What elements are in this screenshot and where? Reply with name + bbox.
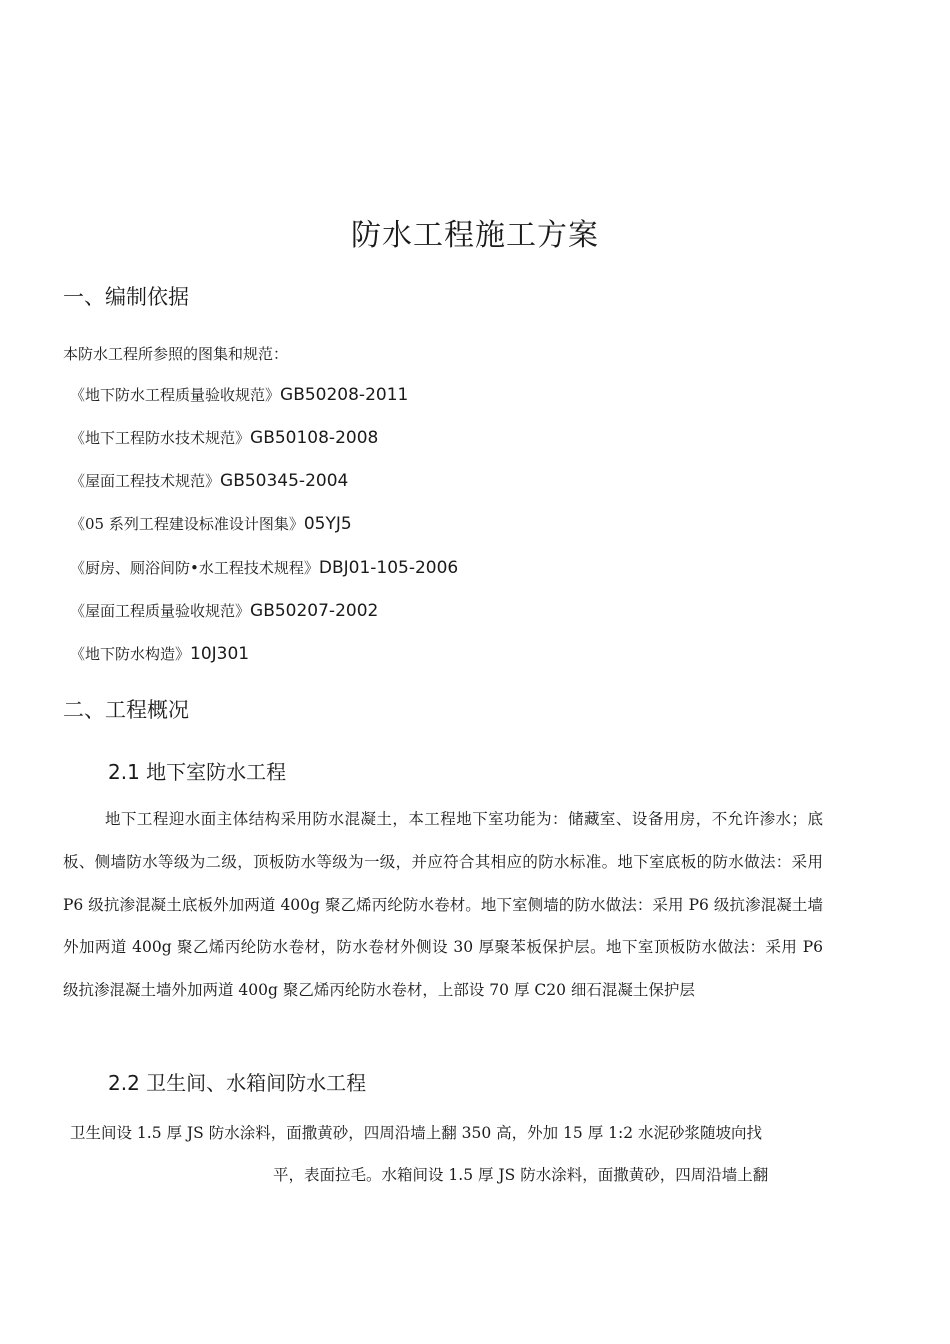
reference-code: 10J301 — [190, 644, 250, 664]
paragraph-text: 地下工程迎水面主体结构采用防水混凝土，本工程地下室功能为：储藏室、设备用房，不允许渗水；底板、侧墙防水等级为二级，顶板防水等级为一级，并应符合其相应的防水标准。地下室底板的防水做法：采用 P6 级抗渗混凝土底板外加两道 400g 聚乙烯丙纶防水卷材。地下室侧墙的防水做法：采用 P6 级抗渗混凝土墙外加两道 400g 聚乙烯丙纶防水卷材，防水卷材外侧设 30 厚聚苯板保护层。地下室顶板防水做法：采用 P6 级抗渗混凝土墙外加两道 400g 聚乙烯丙纶防水卷材，上部设 70 厚 C20 细石混凝土保护层 — [63, 810, 823, 1000]
reference-name: 《05 系列工程建设标准设计图集》 — [70, 515, 304, 533]
reference-code: GB50207-2002 — [250, 601, 379, 621]
reference-code: DBJ01-105-2006 — [318, 558, 459, 578]
reference-item — [70, 597, 378, 625]
section-heading-basis: 一、编制依据 — [63, 285, 189, 309]
document-title: 防水工程施工方案 — [351, 218, 599, 253]
reference-code: GB50208-2011 — [280, 385, 409, 405]
reference-name: 《地下防水工程质量验收规范》 — [70, 386, 281, 404]
section-heading-overview: 二、工程概况 — [63, 698, 189, 722]
subsection-heading-basement: 2.1 地下室防水工程 — [108, 760, 287, 784]
reference-item — [70, 640, 249, 668]
reference-item — [70, 424, 378, 452]
references-intro: 本防水工程所参照的图集和规范： — [63, 345, 289, 363]
reference-item — [70, 510, 352, 538]
reference-name: 《厨房、厕浴间防•水工程技术规程》 — [70, 559, 319, 577]
bathroom-paragraph-line: 卫生间设 1.5 厚 JS 防水涂料，面撒黄砂，四周沿墙上翻 350 高，外加 15 厚 1:2 水泥砂浆随坡向找 — [70, 1124, 763, 1142]
reference-item — [70, 554, 458, 582]
reference-name: 《地下工程防水技术规范》 — [70, 429, 251, 447]
bathroom-paragraph-line: 平，表面拉毛。水箱间设 1.5 厚 JS 防水涂料，面撒黄砂，四周沿墙上翻 — [273, 1166, 769, 1184]
reference-item — [70, 467, 348, 495]
reference-name: 《屋面工程技术规范》 — [70, 472, 221, 490]
subsection-heading-bathroom: 2.2 卫生间、水箱间防水工程 — [108, 1071, 367, 1095]
reference-code: GB50108-2008 — [250, 428, 379, 448]
reference-name: 《屋面工程质量验收规范》 — [70, 602, 251, 620]
reference-name: 《地下防水构造》 — [70, 645, 191, 663]
reference-code: 05YJ5 — [303, 514, 352, 534]
basement-paragraph — [63, 798, 823, 1012]
reference-item — [70, 381, 408, 409]
reference-code: GB50345-2004 — [220, 471, 349, 491]
